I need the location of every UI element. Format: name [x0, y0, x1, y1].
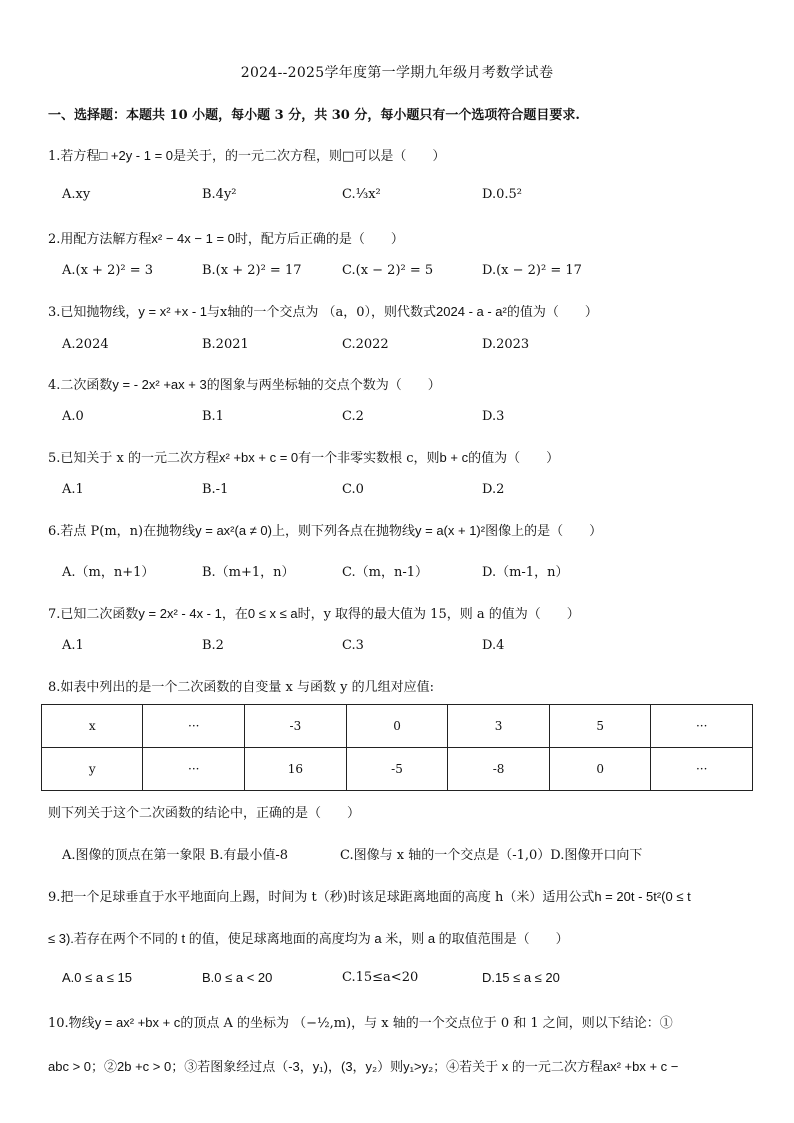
q5-option-d[interactable]: D.2 — [482, 482, 505, 497]
table-row — [42, 705, 753, 748]
q5-equation: x² +bx + c = 0 — [219, 450, 299, 465]
q7-options — [62, 638, 762, 660]
q4-option-a[interactable]: A.0 — [62, 409, 84, 424]
q3-stem-mid: 与x轴的一个交点为 （a，0），则代数式 — [207, 305, 437, 320]
q2-stem: 2.用配方法解方程 — [48, 232, 152, 247]
q3-stem: 3.已知抛物线， — [48, 305, 139, 320]
question-5 — [48, 447, 559, 466]
q1-equation: +2y - 1 = 0 — [107, 148, 174, 163]
q2-stem-end: 时，配方后正确的是（ ） — [234, 232, 404, 247]
q10-stem-mid: 的顶点 A 的坐标为 （−½,m)，与 x 轴的一个交点位于 0 和 1 之间，则以下结论：① — [180, 1016, 673, 1031]
table-cell: y — [42, 748, 143, 791]
q1-option-a[interactable]: A.xy — [62, 187, 91, 202]
table-cell: ··· — [651, 705, 753, 748]
table-row — [42, 748, 753, 791]
q6-options — [62, 561, 762, 583]
table-cell: 0 — [549, 748, 650, 791]
exam-title: 2024--2025学年度第一学期九年级月考数学试卷 — [240, 65, 554, 81]
table-cell: x — [42, 705, 143, 748]
q7-option-d[interactable]: D.4 — [482, 638, 505, 653]
q9-option-d[interactable]: D.15 ≤ a ≤ 20 — [482, 970, 560, 985]
q2-options — [62, 263, 762, 285]
question-9-line-1 — [48, 886, 691, 905]
q8-options[interactable]: A.图像的顶点在第一象限 B.有最小值-8 C.图像与 x 轴的一个交点是（-1,0）D.图像开口向下 — [62, 848, 643, 863]
q1-option-d[interactable]: D.0.5² — [482, 187, 522, 202]
table-cell: ··· — [143, 705, 245, 748]
table-cell: ··· — [143, 748, 245, 791]
q2-option-d[interactable]: D.(x − 2)² = 17 — [482, 263, 582, 278]
q5-option-c[interactable]: C.0 — [342, 482, 364, 497]
q1-stem-end: 是关于，的一元二次方程，则□可以是（ ） — [173, 149, 446, 164]
q3-option-b[interactable]: B.2021 — [202, 337, 249, 352]
q10-parabola: y = ax² +bx + c — [94, 1015, 181, 1030]
q6-option-c[interactable]: C.（m，n-1） — [342, 565, 428, 580]
q6-option-a[interactable]: A.（m，n+1） — [62, 565, 155, 580]
q2-equation: x² − 4x − 1 = 0 — [151, 231, 235, 246]
q9-option-b[interactable]: B.0 ≤ a < 20 — [202, 970, 273, 985]
q2-option-b[interactable]: B.(x + 2)² = 17 — [202, 263, 302, 278]
q4-option-b[interactable]: B.1 — [202, 409, 224, 424]
question-7 — [48, 603, 580, 622]
q9-option-a[interactable]: A.0 ≤ a ≤ 15 — [62, 970, 132, 985]
q9-option-c[interactable]: C.15≤a<20 — [342, 970, 419, 985]
q9-options — [62, 970, 762, 992]
q1-options — [62, 187, 762, 209]
q7-stem-end: 时，y 取得的最大值为 15，则 a 的值为（ ） — [297, 607, 580, 622]
q4-stem: 4.二次函数 — [48, 378, 113, 393]
q6-parabola-1: y = ax²(a ≠ 0) — [195, 523, 272, 538]
question-10-line-2: abc > 0；②2b +c > 0；③若图象经过点（-3，y₁)，(3，y₂）则y₁>y₂；④若关于 x 的一元二次方程ax² +bx + c − — [48, 1059, 679, 1074]
q5-option-a[interactable]: A.1 — [62, 482, 84, 497]
q7-option-a[interactable]: A.1 — [62, 638, 84, 653]
question-1 — [48, 145, 445, 164]
q4-options — [62, 409, 762, 431]
q7-option-b[interactable]: B.2 — [202, 638, 224, 653]
q6-parabola-2: y = a(x + 1)² — [415, 523, 486, 538]
table-cell: 5 — [549, 705, 650, 748]
q10-stem: 10.物线 — [48, 1016, 95, 1031]
question-6 — [48, 520, 602, 539]
q3-option-c[interactable]: C.2022 — [342, 337, 389, 352]
q3-option-a[interactable]: A.2024 — [62, 337, 109, 352]
q7-stem: 7.已知二次函数 — [48, 607, 139, 622]
q8-question: 则下列关于这个二次函数的结论中，正确的是（ ） — [48, 806, 361, 821]
q1-option-c[interactable]: C.⅓x² — [342, 187, 381, 202]
q2-option-c[interactable]: C.(x − 2)² = 5 — [342, 263, 434, 278]
question-9-line-2: ≤ 3).若存在两个不同的 t 的值，使足球离地面的高度均为 a 米，则 a 的取值范围是（ ） — [48, 931, 569, 946]
q3-parabola: y = x² +x - 1 — [138, 304, 208, 319]
q6-stem-mid: 上，则下列各点在抛物线 — [272, 524, 416, 539]
q7-stem-mid: ，在 — [221, 607, 248, 622]
table-cell: -8 — [448, 748, 550, 791]
q3-stem-end: 的值为（ ） — [506, 305, 598, 320]
q5-stem: 5.已知关于 x 的一元二次方程 — [48, 451, 219, 466]
q3-options — [62, 337, 762, 359]
q5-options — [62, 482, 762, 504]
q4-stem-end: 的图象与两坐标轴的交点个数为（ ） — [206, 378, 441, 393]
q4-option-d[interactable]: D.3 — [482, 409, 505, 424]
question-2 — [48, 228, 404, 247]
question-8: 8.如表中列出的是一个二次函数的自变量 x 与函数 y 的几组对应值: — [48, 680, 434, 695]
value-table — [41, 704, 753, 791]
q6-option-b[interactable]: B.（m+1，n） — [202, 565, 295, 580]
q1-option-b[interactable]: B.4y² — [202, 187, 237, 202]
q7-option-c[interactable]: C.3 — [342, 638, 364, 653]
table-cell: 3 — [448, 705, 550, 748]
q1-box: □ — [99, 148, 108, 163]
q4-option-c[interactable]: C.2 — [342, 409, 364, 424]
q9-stem: 9.把一个足球垂直于水平地面向上踢，时间为 t（秒)时该足球距离地面的高度 h（米）适用公式 — [48, 890, 595, 905]
q5-option-b[interactable]: B.-1 — [202, 482, 229, 497]
table-cell: -5 — [346, 748, 448, 791]
table-cell: -3 — [245, 705, 347, 748]
q9-formula: h = 20t - 5t²(0 ≤ t — [594, 889, 691, 904]
q6-option-d[interactable]: D.（m-1，n） — [482, 565, 569, 580]
question-4 — [48, 374, 441, 393]
table-cell: 0 — [346, 705, 448, 748]
q5-expression: b + c — [439, 450, 469, 465]
q1-stem: 1.若方程 — [48, 149, 100, 164]
q4-function: y = - 2x² +ax + 3 — [112, 377, 207, 392]
q5-stem-end: 的值为（ ） — [468, 451, 560, 466]
question-10-line-1 — [48, 1012, 673, 1031]
table-cell: 16 — [245, 748, 347, 791]
q3-expression: 2024 - a - a² — [436, 304, 507, 319]
q6-stem-end: 图像上的是（ ） — [485, 524, 603, 539]
section-heading: 一、选择题：本题共 10 小题，每小题 3 分，共 30 分，每小题只有一个选项符合题目要求. — [48, 108, 580, 123]
q3-option-d[interactable]: D.2023 — [482, 337, 530, 352]
table-cell: ··· — [651, 748, 753, 791]
q5-stem-mid: 有一个非零实数根 c，则 — [298, 451, 440, 466]
q6-stem: 6.若点 P(m，n)在抛物线 — [48, 524, 196, 539]
q7-interval: 0 ≤ x ≤ a — [247, 606, 298, 621]
question-3 — [48, 301, 598, 320]
q2-option-a[interactable]: A.(x + 2)² = 3 — [62, 263, 154, 278]
q7-function: y = 2x² - 4x - 1 — [138, 606, 222, 621]
